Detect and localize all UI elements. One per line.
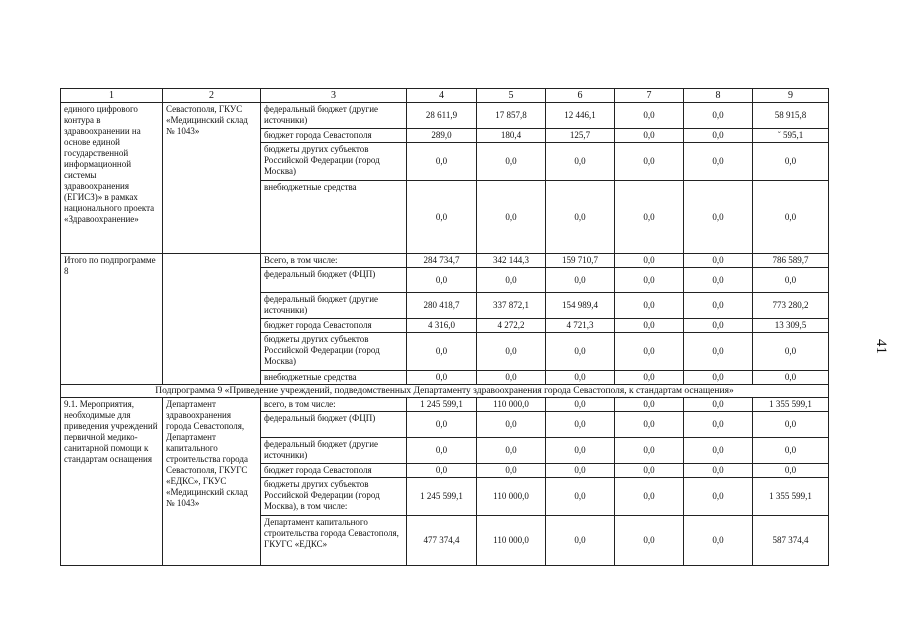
value-cell: 0,0 [407, 371, 477, 385]
value-cell: 1 245 599,1 [407, 478, 477, 516]
value-cell: 0,0 [615, 371, 684, 385]
source-label: бюджет города Севастополя [261, 319, 407, 333]
value-cell: 0,0 [546, 438, 615, 464]
value-cell: 0,0 [684, 398, 753, 412]
value-cell: 0,0 [546, 464, 615, 478]
value-cell: 0,0 [615, 319, 684, 333]
value-cell: 0,0 [615, 103, 684, 129]
value-cell: 0,0 [477, 333, 546, 371]
value-cell: 280 418,7 [407, 293, 477, 319]
value-cell: 0,0 [477, 143, 546, 181]
value-cell: 0,0 [477, 412, 546, 438]
value-cell: 0,0 [753, 371, 829, 385]
value-cell: 0,0 [477, 181, 546, 254]
value-cell: 0,0 [615, 333, 684, 371]
value-cell: 0,0 [615, 293, 684, 319]
total-label-cell: Итого по подпрограмме 8 [61, 254, 163, 385]
value-cell: 284 734,7 [407, 254, 477, 268]
value-cell: 0,0 [615, 478, 684, 516]
executor-cell [163, 254, 261, 385]
table-row [61, 398, 829, 412]
source-label: бюджет города Севастополя [261, 129, 407, 143]
value-cell: 1 355 599,1 [753, 398, 829, 412]
value-cell: 0,0 [684, 371, 753, 385]
value-cell: 0,0 [546, 143, 615, 181]
value-cell: 0,0 [615, 268, 684, 293]
header-cell: 8 [684, 89, 753, 103]
source-label: Всего, в том числе: [261, 254, 407, 268]
value-cell: 0,0 [546, 268, 615, 293]
value-cell: 13 309,5 [753, 319, 829, 333]
value-cell: 58 915,8 [753, 103, 829, 129]
header-cell: 4 [407, 89, 477, 103]
value-cell: 0,0 [753, 464, 829, 478]
value-cell: 0,0 [615, 438, 684, 464]
value-cell: 0,0 [684, 103, 753, 129]
value-cell: 4 721,3 [546, 319, 615, 333]
value-cell: 0,0 [615, 143, 684, 181]
header-cell: 7 [615, 89, 684, 103]
value-cell: 0,0 [753, 333, 829, 371]
value-cell: 477 374,4 [407, 516, 477, 566]
table-row [61, 103, 829, 129]
value-cell: 0,0 [615, 181, 684, 254]
source-label: всего, в том числе: [261, 398, 407, 412]
value-cell: 0,0 [407, 268, 477, 293]
value-cell: 587 374,4 [753, 516, 829, 566]
value-cell: 1 245 599,1 [407, 398, 477, 412]
value-cell: 0,0 [684, 333, 753, 371]
page-number: 41 [873, 339, 889, 354]
value-cell: 0,0 [684, 268, 753, 293]
value-cell: 0,0 [546, 398, 615, 412]
header-cell: 5 [477, 89, 546, 103]
value-cell: 0,0 [407, 438, 477, 464]
value-cell: 1 355 599,1 [753, 478, 829, 516]
value-cell: 0,0 [753, 143, 829, 181]
source-label: федеральный бюджет (другие источники) [261, 103, 407, 129]
value-cell: 786 589,7 [753, 254, 829, 268]
header-row [61, 89, 829, 103]
value-cell: 0,0 [684, 438, 753, 464]
executor-cell: Севастополя, ГКУС «Медицинский склад № 1043» [163, 103, 261, 254]
value-cell: 0,0 [684, 181, 753, 254]
value-cell: 0,0 [684, 412, 753, 438]
value-cell: 110 000,0 [477, 478, 546, 516]
value-cell: 0,0 [546, 412, 615, 438]
header-cell: 1 [61, 89, 163, 103]
subprogram-title-row [61, 385, 829, 398]
source-label: федеральный бюджет (ФЦП) [261, 412, 407, 438]
value-cell: 0,0 [615, 464, 684, 478]
value-cell: 28 611,9 [407, 103, 477, 129]
value-cell: 0,0 [546, 371, 615, 385]
value-cell: 0,0 [546, 181, 615, 254]
value-cell: 0,0 [615, 254, 684, 268]
value-cell: 0,0 [684, 129, 753, 143]
value-cell: 773 280,2 [753, 293, 829, 319]
source-label: бюджет города Севастополя [261, 464, 407, 478]
value-cell: 0,0 [407, 412, 477, 438]
value-cell: 0,0 [477, 464, 546, 478]
source-label: бюджеты других субъектов Российской Федерации (город Москва) [261, 143, 407, 181]
value-cell: 0,0 [684, 319, 753, 333]
value-cell: ˘ 595,1 [753, 129, 829, 143]
value-cell: 0,0 [684, 516, 753, 566]
event-name-cell: единого цифрового контура в здравоохранении на основе единой государственной информационной системы здравоохранения (ЕГИСЗ)» в рамках национального проекта «Здравоохранение» [61, 103, 163, 254]
value-cell: 0,0 [615, 516, 684, 566]
value-cell: 0,0 [615, 129, 684, 143]
value-cell: 0,0 [615, 412, 684, 438]
value-cell: 0,0 [546, 333, 615, 371]
value-cell: 0,0 [684, 254, 753, 268]
value-cell: 337 872,1 [477, 293, 546, 319]
source-label: внебюджетные средства [261, 371, 407, 385]
value-cell: 0,0 [684, 478, 753, 516]
value-cell: 0,0 [407, 464, 477, 478]
event-name-cell: 9.1. Мероприятия, необходимые для приведения учреждений первичной медико-санитарной помощи к стандартам оснащения [61, 398, 163, 566]
source-label: Департамент капитального строительства города Севастополя, ГКУГС «ЕДКС» [261, 516, 407, 566]
header-cell: 9 [753, 89, 829, 103]
budget-table [60, 88, 829, 566]
value-cell: 159 710,7 [546, 254, 615, 268]
value-cell: 0,0 [684, 464, 753, 478]
value-cell: 0,0 [407, 181, 477, 254]
value-cell: 0,0 [753, 268, 829, 293]
value-cell: 0,0 [477, 438, 546, 464]
value-cell: 0,0 [684, 143, 753, 181]
source-label: бюджеты других субъектов Российской Федерации (город Москва) [261, 333, 407, 371]
header-cell: 2 [163, 89, 261, 103]
value-cell: 4 316,0 [407, 319, 477, 333]
value-cell: 154 989,4 [546, 293, 615, 319]
value-cell: 4 272,2 [477, 319, 546, 333]
value-cell: 17 857,8 [477, 103, 546, 129]
source-label: бюджеты других субъектов Российской Федерации (город Москва), в том числе: [261, 478, 407, 516]
value-cell: 0,0 [546, 478, 615, 516]
value-cell: 0,0 [477, 268, 546, 293]
source-label: внебюджетные средства [261, 181, 407, 254]
value-cell: 110 000,0 [477, 516, 546, 566]
header-cell: 3 [261, 89, 407, 103]
value-cell: 342 144,3 [477, 254, 546, 268]
source-label: федеральный бюджет (другие источники) [261, 293, 407, 319]
table-row [61, 254, 829, 268]
value-cell: 125,7 [546, 129, 615, 143]
value-cell: 0,0 [546, 516, 615, 566]
source-label: федеральный бюджет (другие источники) [261, 438, 407, 464]
executor-cell: Департамент здравоохранения города Севастополя, Департамент капитального строительства города Севастополя, ГКУГС «ЕДКС», ГКУС «Медицинский склад № 1043» [163, 398, 261, 566]
value-cell: 0,0 [477, 371, 546, 385]
value-cell: 0,0 [753, 181, 829, 254]
value-cell: 180,4 [477, 129, 546, 143]
value-cell: 0,0 [407, 333, 477, 371]
value-cell: 0,0 [684, 293, 753, 319]
value-cell: 0,0 [407, 143, 477, 181]
value-cell: 0,0 [615, 398, 684, 412]
source-label: федеральный бюджет (ФЦП) [261, 268, 407, 293]
value-cell: 12 446,1 [546, 103, 615, 129]
header-cell: 6 [546, 89, 615, 103]
value-cell: 289,0 [407, 129, 477, 143]
value-cell: 0,0 [753, 438, 829, 464]
value-cell: 110 000,0 [477, 398, 546, 412]
value-cell: 0,0 [753, 412, 829, 438]
subprogram-title: Подпрограмма 9 «Приведение учреждений, подведомственных Департаменту здравоохранения города Севастополя, к стандартам оснащения» [61, 385, 829, 398]
